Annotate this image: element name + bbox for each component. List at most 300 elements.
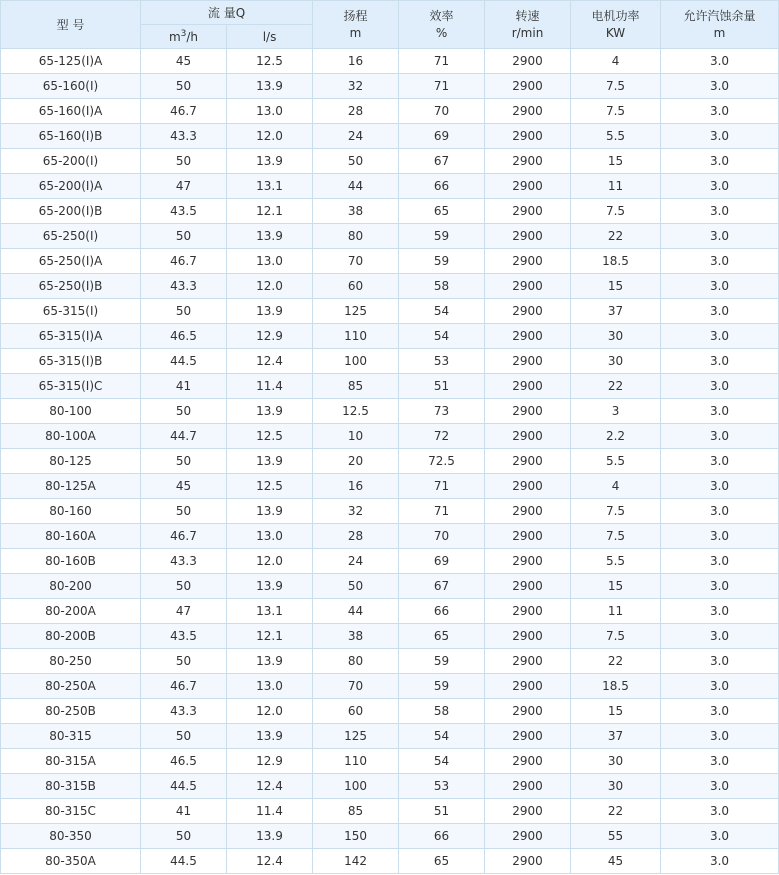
cell-power: 5.5: [571, 549, 661, 574]
cell-power: 45: [571, 849, 661, 874]
cell-flow-m3h: 45: [141, 49, 227, 74]
cell-npsh: 3.0: [661, 549, 779, 574]
cell-head: 28: [313, 524, 399, 549]
cell-flow-m3h: 50: [141, 499, 227, 524]
cell-npsh: 3.0: [661, 374, 779, 399]
cell-flow-m3h: 46.5: [141, 749, 227, 774]
cell-head: 32: [313, 74, 399, 99]
table-row: [1, 49, 779, 74]
cell-flow-m3h: 50: [141, 149, 227, 174]
cell-flow-ls: 12.5: [227, 474, 313, 499]
table-row: [1, 824, 779, 849]
cell-speed: 2900: [485, 174, 571, 199]
cell-flow-m3h: 50: [141, 399, 227, 424]
cell-efficiency: 67: [399, 149, 485, 174]
table-row: [1, 174, 779, 199]
table-row: [1, 199, 779, 224]
cell-speed: 2900: [485, 449, 571, 474]
header-flow-m3h: [141, 25, 227, 49]
header-head-unit: m: [349, 25, 362, 40]
table-row: [1, 324, 779, 349]
cell-model: 65-315(I): [1, 299, 141, 324]
cell-efficiency: 66: [399, 174, 485, 199]
cell-head: 50: [313, 149, 399, 174]
cell-head: 24: [313, 549, 399, 574]
cell-flow-ls: 12.9: [227, 749, 313, 774]
cell-flow-ls: 12.4: [227, 774, 313, 799]
header-power-label: 电机功率: [591, 8, 640, 23]
cell-flow-ls: 12.0: [227, 549, 313, 574]
cell-flow-ls: 13.9: [227, 574, 313, 599]
cell-head: 32: [313, 499, 399, 524]
cell-npsh: 3.0: [661, 624, 779, 649]
cell-npsh: 3.0: [661, 349, 779, 374]
cell-flow-m3h: 44.5: [141, 349, 227, 374]
cell-speed: 2900: [485, 799, 571, 824]
cell-model: 80-350: [1, 824, 141, 849]
cell-flow-ls: 12.4: [227, 849, 313, 874]
cell-flow-m3h: 46.7: [141, 524, 227, 549]
cell-model: 80-100: [1, 399, 141, 424]
cell-model: 80-250: [1, 649, 141, 674]
cell-power: 7.5: [571, 99, 661, 124]
cell-flow-m3h: 43.3: [141, 549, 227, 574]
cell-speed: 2900: [485, 574, 571, 599]
cell-flow-m3h: 47: [141, 599, 227, 624]
cell-model: 80-315A: [1, 749, 141, 774]
table-row: [1, 124, 779, 149]
header-speed-label: 转速: [515, 8, 540, 23]
cell-power: 4: [571, 49, 661, 74]
cell-model: 65-200(I): [1, 149, 141, 174]
cell-power: 18.5: [571, 674, 661, 699]
table-row: [1, 549, 779, 574]
cell-flow-ls: 13.9: [227, 499, 313, 524]
cell-head: 38: [313, 199, 399, 224]
cell-power: 7.5: [571, 74, 661, 99]
cell-npsh: 3.0: [661, 649, 779, 674]
cell-flow-m3h: 50: [141, 224, 227, 249]
cell-flow-m3h: 43.5: [141, 624, 227, 649]
cell-head: 12.5: [313, 399, 399, 424]
cell-npsh: 3.0: [661, 324, 779, 349]
cell-efficiency: 58: [399, 699, 485, 724]
cell-speed: 2900: [485, 774, 571, 799]
cell-flow-ls: 13.0: [227, 524, 313, 549]
cell-flow-ls: 13.0: [227, 674, 313, 699]
cell-head: 60: [313, 274, 399, 299]
cell-efficiency: 51: [399, 374, 485, 399]
cell-speed: 2900: [485, 99, 571, 124]
cell-efficiency: 69: [399, 124, 485, 149]
table-row: [1, 224, 779, 249]
cell-efficiency: 66: [399, 824, 485, 849]
cell-npsh: 3.0: [661, 174, 779, 199]
cell-speed: 2900: [485, 149, 571, 174]
cell-efficiency: 58: [399, 274, 485, 299]
cell-npsh: 3.0: [661, 124, 779, 149]
cell-efficiency: 59: [399, 674, 485, 699]
cell-model: 80-315C: [1, 799, 141, 824]
cell-flow-ls: 13.9: [227, 724, 313, 749]
cell-head: 10: [313, 424, 399, 449]
cell-flow-ls: 13.9: [227, 299, 313, 324]
table-row: [1, 299, 779, 324]
cell-power: 5.5: [571, 449, 661, 474]
cell-flow-ls: 13.0: [227, 99, 313, 124]
table-body: [1, 49, 779, 874]
cell-head: 85: [313, 799, 399, 824]
cell-speed: 2900: [485, 849, 571, 874]
cell-flow-m3h: 44.5: [141, 849, 227, 874]
cell-model: 80-200B: [1, 624, 141, 649]
table-row: [1, 799, 779, 824]
cell-model: 65-315(I)B: [1, 349, 141, 374]
table-row: [1, 849, 779, 874]
cell-npsh: 3.0: [661, 299, 779, 324]
cell-power: 3: [571, 399, 661, 424]
cell-head: 80: [313, 649, 399, 674]
cell-npsh: 3.0: [661, 599, 779, 624]
cell-head: 16: [313, 49, 399, 74]
cell-power: 22: [571, 374, 661, 399]
table-row: [1, 74, 779, 99]
cell-speed: 2900: [485, 424, 571, 449]
cell-npsh: 3.0: [661, 99, 779, 124]
cell-efficiency: 66: [399, 599, 485, 624]
cell-speed: 2900: [485, 199, 571, 224]
cell-head: 110: [313, 749, 399, 774]
cell-efficiency: 71: [399, 499, 485, 524]
table-row: [1, 774, 779, 799]
cell-power: 37: [571, 299, 661, 324]
header-speed-unit: r/min: [511, 25, 544, 40]
header-efficiency: [399, 1, 485, 49]
cell-power: 11: [571, 174, 661, 199]
cell-flow-ls: 13.9: [227, 224, 313, 249]
cell-model: 65-160(I): [1, 74, 141, 99]
cell-npsh: 3.0: [661, 674, 779, 699]
cell-flow-ls: 12.1: [227, 199, 313, 224]
cell-head: 20: [313, 449, 399, 474]
header-npsh-unit: m: [713, 25, 726, 40]
cell-flow-ls: 13.1: [227, 599, 313, 624]
header-flow-ls: l/s: [227, 25, 313, 49]
cell-flow-ls: 12.5: [227, 424, 313, 449]
cell-efficiency: 70: [399, 524, 485, 549]
cell-power: 2.2: [571, 424, 661, 449]
cell-power: 15: [571, 574, 661, 599]
table-row: [1, 149, 779, 174]
cell-flow-ls: 13.9: [227, 399, 313, 424]
cell-speed: 2900: [485, 49, 571, 74]
cell-flow-ls: 12.5: [227, 49, 313, 74]
cell-power: 7.5: [571, 499, 661, 524]
cell-efficiency: 54: [399, 324, 485, 349]
cell-npsh: 3.0: [661, 574, 779, 599]
table-row: [1, 374, 779, 399]
cell-speed: 2900: [485, 374, 571, 399]
cell-head: 50: [313, 574, 399, 599]
cell-power: 22: [571, 799, 661, 824]
cell-flow-m3h: 43.3: [141, 274, 227, 299]
cell-power: 22: [571, 224, 661, 249]
cell-model: 80-160B: [1, 549, 141, 574]
cell-flow-ls: 12.4: [227, 349, 313, 374]
cell-efficiency: 53: [399, 774, 485, 799]
cell-flow-ls: 11.4: [227, 374, 313, 399]
cell-flow-ls: 11.4: [227, 799, 313, 824]
cell-efficiency: 54: [399, 299, 485, 324]
cell-model: 65-160(I)B: [1, 124, 141, 149]
cell-flow-m3h: 50: [141, 299, 227, 324]
cell-npsh: 3.0: [661, 474, 779, 499]
cell-head: 38: [313, 624, 399, 649]
cell-flow-ls: 13.9: [227, 449, 313, 474]
cell-flow-ls: 12.9: [227, 324, 313, 349]
table-row: [1, 399, 779, 424]
table-header: [1, 1, 779, 49]
cell-efficiency: 65: [399, 624, 485, 649]
cell-flow-m3h: 41: [141, 374, 227, 399]
cell-head: 44: [313, 599, 399, 624]
cell-flow-m3h: 43.3: [141, 699, 227, 724]
cell-npsh: 3.0: [661, 849, 779, 874]
cell-efficiency: 67: [399, 574, 485, 599]
cell-npsh: 3.0: [661, 149, 779, 174]
cell-model: 80-315: [1, 724, 141, 749]
cell-flow-ls: 12.1: [227, 624, 313, 649]
header-npsh-label: 允许汽蚀余量: [683, 8, 756, 23]
cell-power: 55: [571, 824, 661, 849]
cell-head: 100: [313, 774, 399, 799]
cell-power: 30: [571, 749, 661, 774]
cell-model: 80-200: [1, 574, 141, 599]
cell-model: 80-315B: [1, 774, 141, 799]
cell-head: 150: [313, 824, 399, 849]
cell-model: 65-315(I)A: [1, 324, 141, 349]
cell-flow-m3h: 46.7: [141, 249, 227, 274]
header-flow-m3h-sup: 3: [180, 28, 187, 39]
table-row: [1, 424, 779, 449]
cell-flow-m3h: 45: [141, 474, 227, 499]
cell-power: 7.5: [571, 624, 661, 649]
cell-model: 80-200A: [1, 599, 141, 624]
cell-head: 110: [313, 324, 399, 349]
cell-flow-ls: 13.0: [227, 249, 313, 274]
cell-flow-ls: 13.9: [227, 824, 313, 849]
cell-model: 65-250(I)A: [1, 249, 141, 274]
table-row: [1, 649, 779, 674]
cell-power: 15: [571, 274, 661, 299]
cell-power: 4: [571, 474, 661, 499]
header-flow-m3h-post: /h: [186, 29, 199, 44]
cell-flow-m3h: 44.5: [141, 774, 227, 799]
table-row: [1, 274, 779, 299]
cell-flow-m3h: 46.5: [141, 324, 227, 349]
cell-model: 65-250(I)B: [1, 274, 141, 299]
cell-efficiency: 65: [399, 199, 485, 224]
cell-npsh: 3.0: [661, 724, 779, 749]
cell-efficiency: 59: [399, 649, 485, 674]
cell-model: 80-250A: [1, 674, 141, 699]
cell-head: 60: [313, 699, 399, 724]
cell-speed: 2900: [485, 474, 571, 499]
table-row: [1, 99, 779, 124]
cell-npsh: 3.0: [661, 274, 779, 299]
cell-speed: 2900: [485, 724, 571, 749]
header-power: [571, 1, 661, 49]
table-row: [1, 674, 779, 699]
cell-flow-m3h: 50: [141, 74, 227, 99]
table-row: [1, 574, 779, 599]
cell-flow-m3h: 41: [141, 799, 227, 824]
cell-speed: 2900: [485, 824, 571, 849]
cell-model: 65-200(I)B: [1, 199, 141, 224]
cell-speed: 2900: [485, 124, 571, 149]
table-row: [1, 624, 779, 649]
cell-power: 30: [571, 349, 661, 374]
table-row: [1, 499, 779, 524]
cell-npsh: 3.0: [661, 749, 779, 774]
cell-model: 65-315(I)C: [1, 374, 141, 399]
cell-speed: 2900: [485, 624, 571, 649]
cell-npsh: 3.0: [661, 424, 779, 449]
cell-npsh: 3.0: [661, 699, 779, 724]
cell-flow-m3h: 43.5: [141, 199, 227, 224]
cell-efficiency: 54: [399, 749, 485, 774]
cell-model: 65-250(I): [1, 224, 141, 249]
cell-flow-ls: 13.9: [227, 149, 313, 174]
cell-head: 16: [313, 474, 399, 499]
table-row: [1, 699, 779, 724]
cell-model: 80-125: [1, 449, 141, 474]
cell-head: 44: [313, 174, 399, 199]
cell-efficiency: 59: [399, 224, 485, 249]
cell-npsh: 3.0: [661, 199, 779, 224]
cell-speed: 2900: [485, 499, 571, 524]
cell-efficiency: 72.5: [399, 449, 485, 474]
cell-npsh: 3.0: [661, 524, 779, 549]
header-flow-m3h-pre: m: [168, 29, 181, 44]
cell-flow-ls: 12.0: [227, 699, 313, 724]
cell-npsh: 3.0: [661, 799, 779, 824]
cell-speed: 2900: [485, 749, 571, 774]
cell-speed: 2900: [485, 224, 571, 249]
cell-npsh: 3.0: [661, 224, 779, 249]
cell-power: 18.5: [571, 249, 661, 274]
cell-power: 37: [571, 724, 661, 749]
cell-model: 65-125(I)A: [1, 49, 141, 74]
cell-power: 5.5: [571, 124, 661, 149]
cell-flow-m3h: 43.3: [141, 124, 227, 149]
cell-flow-m3h: 46.7: [141, 674, 227, 699]
cell-npsh: 3.0: [661, 499, 779, 524]
cell-power: 11: [571, 599, 661, 624]
cell-model: 80-160: [1, 499, 141, 524]
cell-flow-ls: 13.9: [227, 649, 313, 674]
cell-head: 80: [313, 224, 399, 249]
cell-npsh: 3.0: [661, 449, 779, 474]
table-row: [1, 599, 779, 624]
cell-efficiency: 73: [399, 399, 485, 424]
cell-head: 24: [313, 124, 399, 149]
cell-head: 142: [313, 849, 399, 874]
cell-speed: 2900: [485, 274, 571, 299]
cell-efficiency: 72: [399, 424, 485, 449]
cell-speed: 2900: [485, 674, 571, 699]
cell-efficiency: 71: [399, 474, 485, 499]
cell-speed: 2900: [485, 599, 571, 624]
table-row: [1, 724, 779, 749]
cell-flow-ls: 12.0: [227, 274, 313, 299]
table-row: [1, 449, 779, 474]
cell-head: 28: [313, 99, 399, 124]
cell-head: 125: [313, 299, 399, 324]
cell-flow-m3h: 50: [141, 449, 227, 474]
cell-flow-m3h: 44.7: [141, 424, 227, 449]
cell-flow-ls: 13.9: [227, 74, 313, 99]
cell-speed: 2900: [485, 324, 571, 349]
header-flow: 流 量Q: [141, 1, 313, 25]
cell-speed: 2900: [485, 399, 571, 424]
header-head: [313, 1, 399, 49]
cell-power: 15: [571, 699, 661, 724]
cell-head: 100: [313, 349, 399, 374]
cell-efficiency: 71: [399, 74, 485, 99]
cell-power: 7.5: [571, 199, 661, 224]
cell-head: 70: [313, 674, 399, 699]
header-head-label: 扬程: [343, 8, 368, 23]
cell-model: 80-250B: [1, 699, 141, 724]
cell-npsh: 3.0: [661, 774, 779, 799]
table-row: [1, 474, 779, 499]
cell-speed: 2900: [485, 74, 571, 99]
cell-efficiency: 54: [399, 724, 485, 749]
cell-power: 30: [571, 324, 661, 349]
cell-flow-m3h: 50: [141, 574, 227, 599]
header-model: 型 号: [1, 1, 141, 49]
cell-npsh: 3.0: [661, 249, 779, 274]
cell-efficiency: 65: [399, 849, 485, 874]
cell-flow-m3h: 50: [141, 649, 227, 674]
cell-flow-m3h: 50: [141, 724, 227, 749]
header-npsh: [661, 1, 779, 49]
cell-efficiency: 71: [399, 49, 485, 74]
cell-speed: 2900: [485, 249, 571, 274]
cell-head: 125: [313, 724, 399, 749]
cell-model: 80-350A: [1, 849, 141, 874]
cell-power: 15: [571, 149, 661, 174]
cell-model: 80-160A: [1, 524, 141, 549]
cell-model: 80-125A: [1, 474, 141, 499]
table-row: [1, 349, 779, 374]
header-speed: [485, 1, 571, 49]
header-power-unit: KW: [605, 25, 626, 40]
cell-efficiency: 70: [399, 99, 485, 124]
cell-speed: 2900: [485, 524, 571, 549]
cell-npsh: 3.0: [661, 399, 779, 424]
cell-flow-ls: 13.1: [227, 174, 313, 199]
cell-speed: 2900: [485, 299, 571, 324]
cell-efficiency: 69: [399, 549, 485, 574]
cell-speed: 2900: [485, 549, 571, 574]
cell-model: 80-100A: [1, 424, 141, 449]
cell-model: 65-200(I)A: [1, 174, 141, 199]
cell-head: 85: [313, 374, 399, 399]
cell-speed: 2900: [485, 649, 571, 674]
cell-flow-ls: 12.0: [227, 124, 313, 149]
